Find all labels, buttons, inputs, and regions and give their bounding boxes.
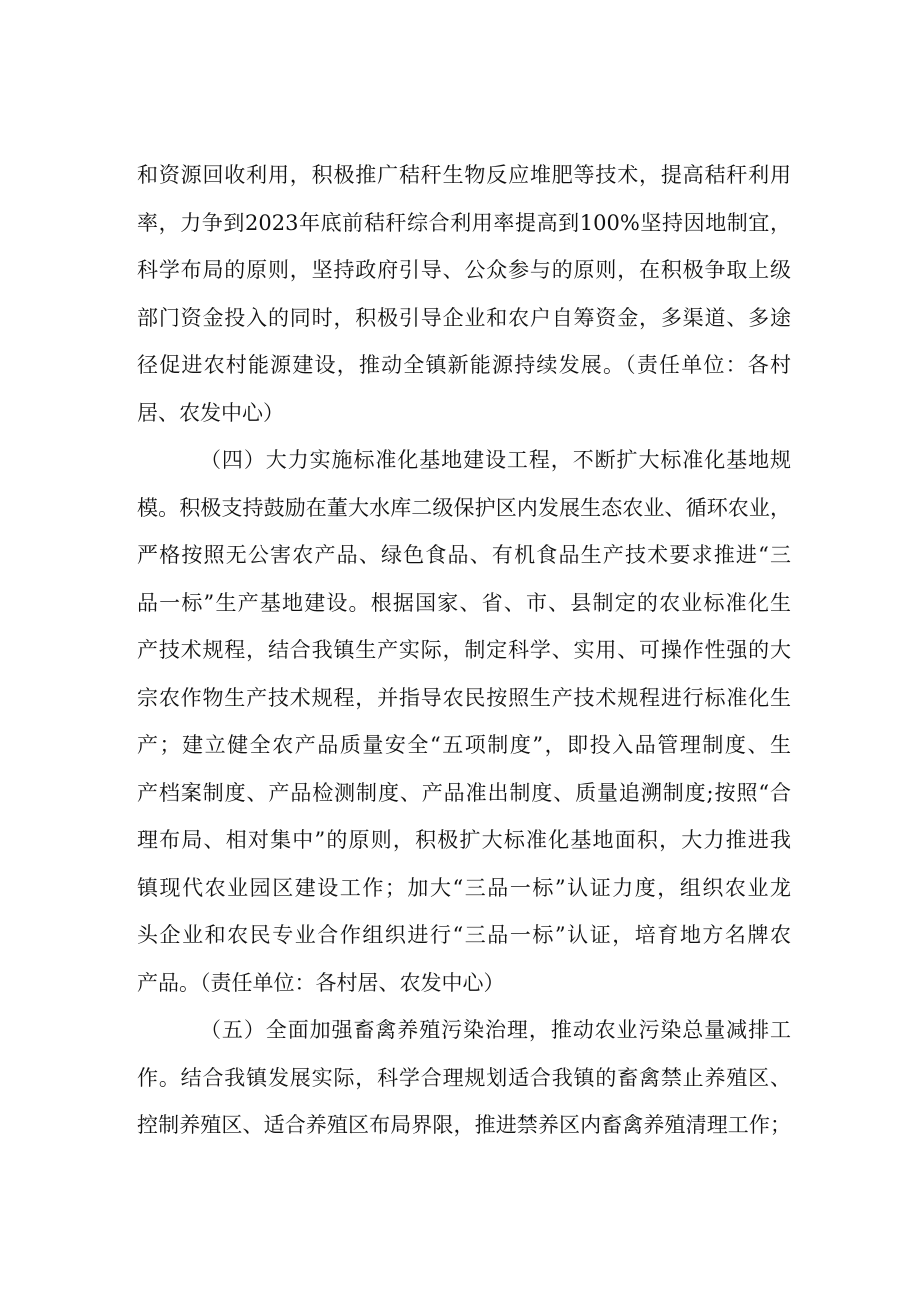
text-line: 理布局、相对集中”的原则，积极扩大标准化基地面积，大力推进我 xyxy=(137,828,791,852)
paragraph-heading-line: （四）大力实施标准化基地建设工程，不断扩大标准化基地规 xyxy=(200,448,791,472)
text-line: 作。结合我镇发展实际，科学合理规划适合我镇的畜禽禁止养殖区、 xyxy=(137,1065,791,1090)
text-line: 控制养殖区、适合养殖区布局界限，推进禁养区内畜禽养殖清理工作； xyxy=(137,1113,791,1137)
text-line: 产品。（责任单位：各村居、农发中心） xyxy=(137,970,505,995)
text-line: 头企业和农民专业合作组织进行“三品一标”认证，培育地方名牌农 xyxy=(137,923,791,947)
text-line: 产档案制度、产品检测制度、产品准出制度、质量追溯制度;按照“合 xyxy=(137,780,791,805)
text-line: 率，力争到2023年底前秸秆综合利用率提高到100%坚持因地制宜， xyxy=(137,210,791,235)
text-line: 科学布局的原则，坚持政府引导、公众参与的原则，在积极争取上级 xyxy=(137,258,791,282)
text-line: 严格按照无公害农产品、绿色食品、有机食品生产技术要求推进“三 xyxy=(137,543,791,567)
text-line: 镇现代农业园区建设工作；加大“三品一标”认证力度，组织农业龙 xyxy=(137,875,791,900)
text-line: 径促进农村能源建设，推动全镇新能源持续发展。（责任单位：各村 xyxy=(137,353,791,377)
text-line: 居、农发中心） xyxy=(137,400,284,425)
text-line: 品一标”生产基地建设。根据国家、省、市、县制定的农业标准化生 xyxy=(137,590,791,615)
text-line: 部门资金投入的同时，积极引导企业和农户自筹资金，多渠道、多途 xyxy=(137,305,791,330)
text-line: 产技术规程，结合我镇生产实际，制定科学、实用、可操作性强的大 xyxy=(137,638,791,662)
text-line: 宗农作物生产技术规程，并指导农民按照生产技术规程进行标准化生 xyxy=(137,685,791,710)
document-body xyxy=(137,152,791,1150)
text-line: 模。积极支持鼓励在董大水库二级保护区内发展生态农业、循环农业， xyxy=(137,495,791,520)
text-line: 产；建立健全农产品质量安全“五项制度”，即投入品管理制度、生 xyxy=(137,733,791,757)
text-line: 和资源回收利用，积极推广秸秆生物反应堆肥等技术，提高秸秆利用 xyxy=(137,163,791,187)
paragraph-heading-line: （五）全面加强畜禽养殖污染治理，推动农业污染总量减排工 xyxy=(200,1018,791,1042)
